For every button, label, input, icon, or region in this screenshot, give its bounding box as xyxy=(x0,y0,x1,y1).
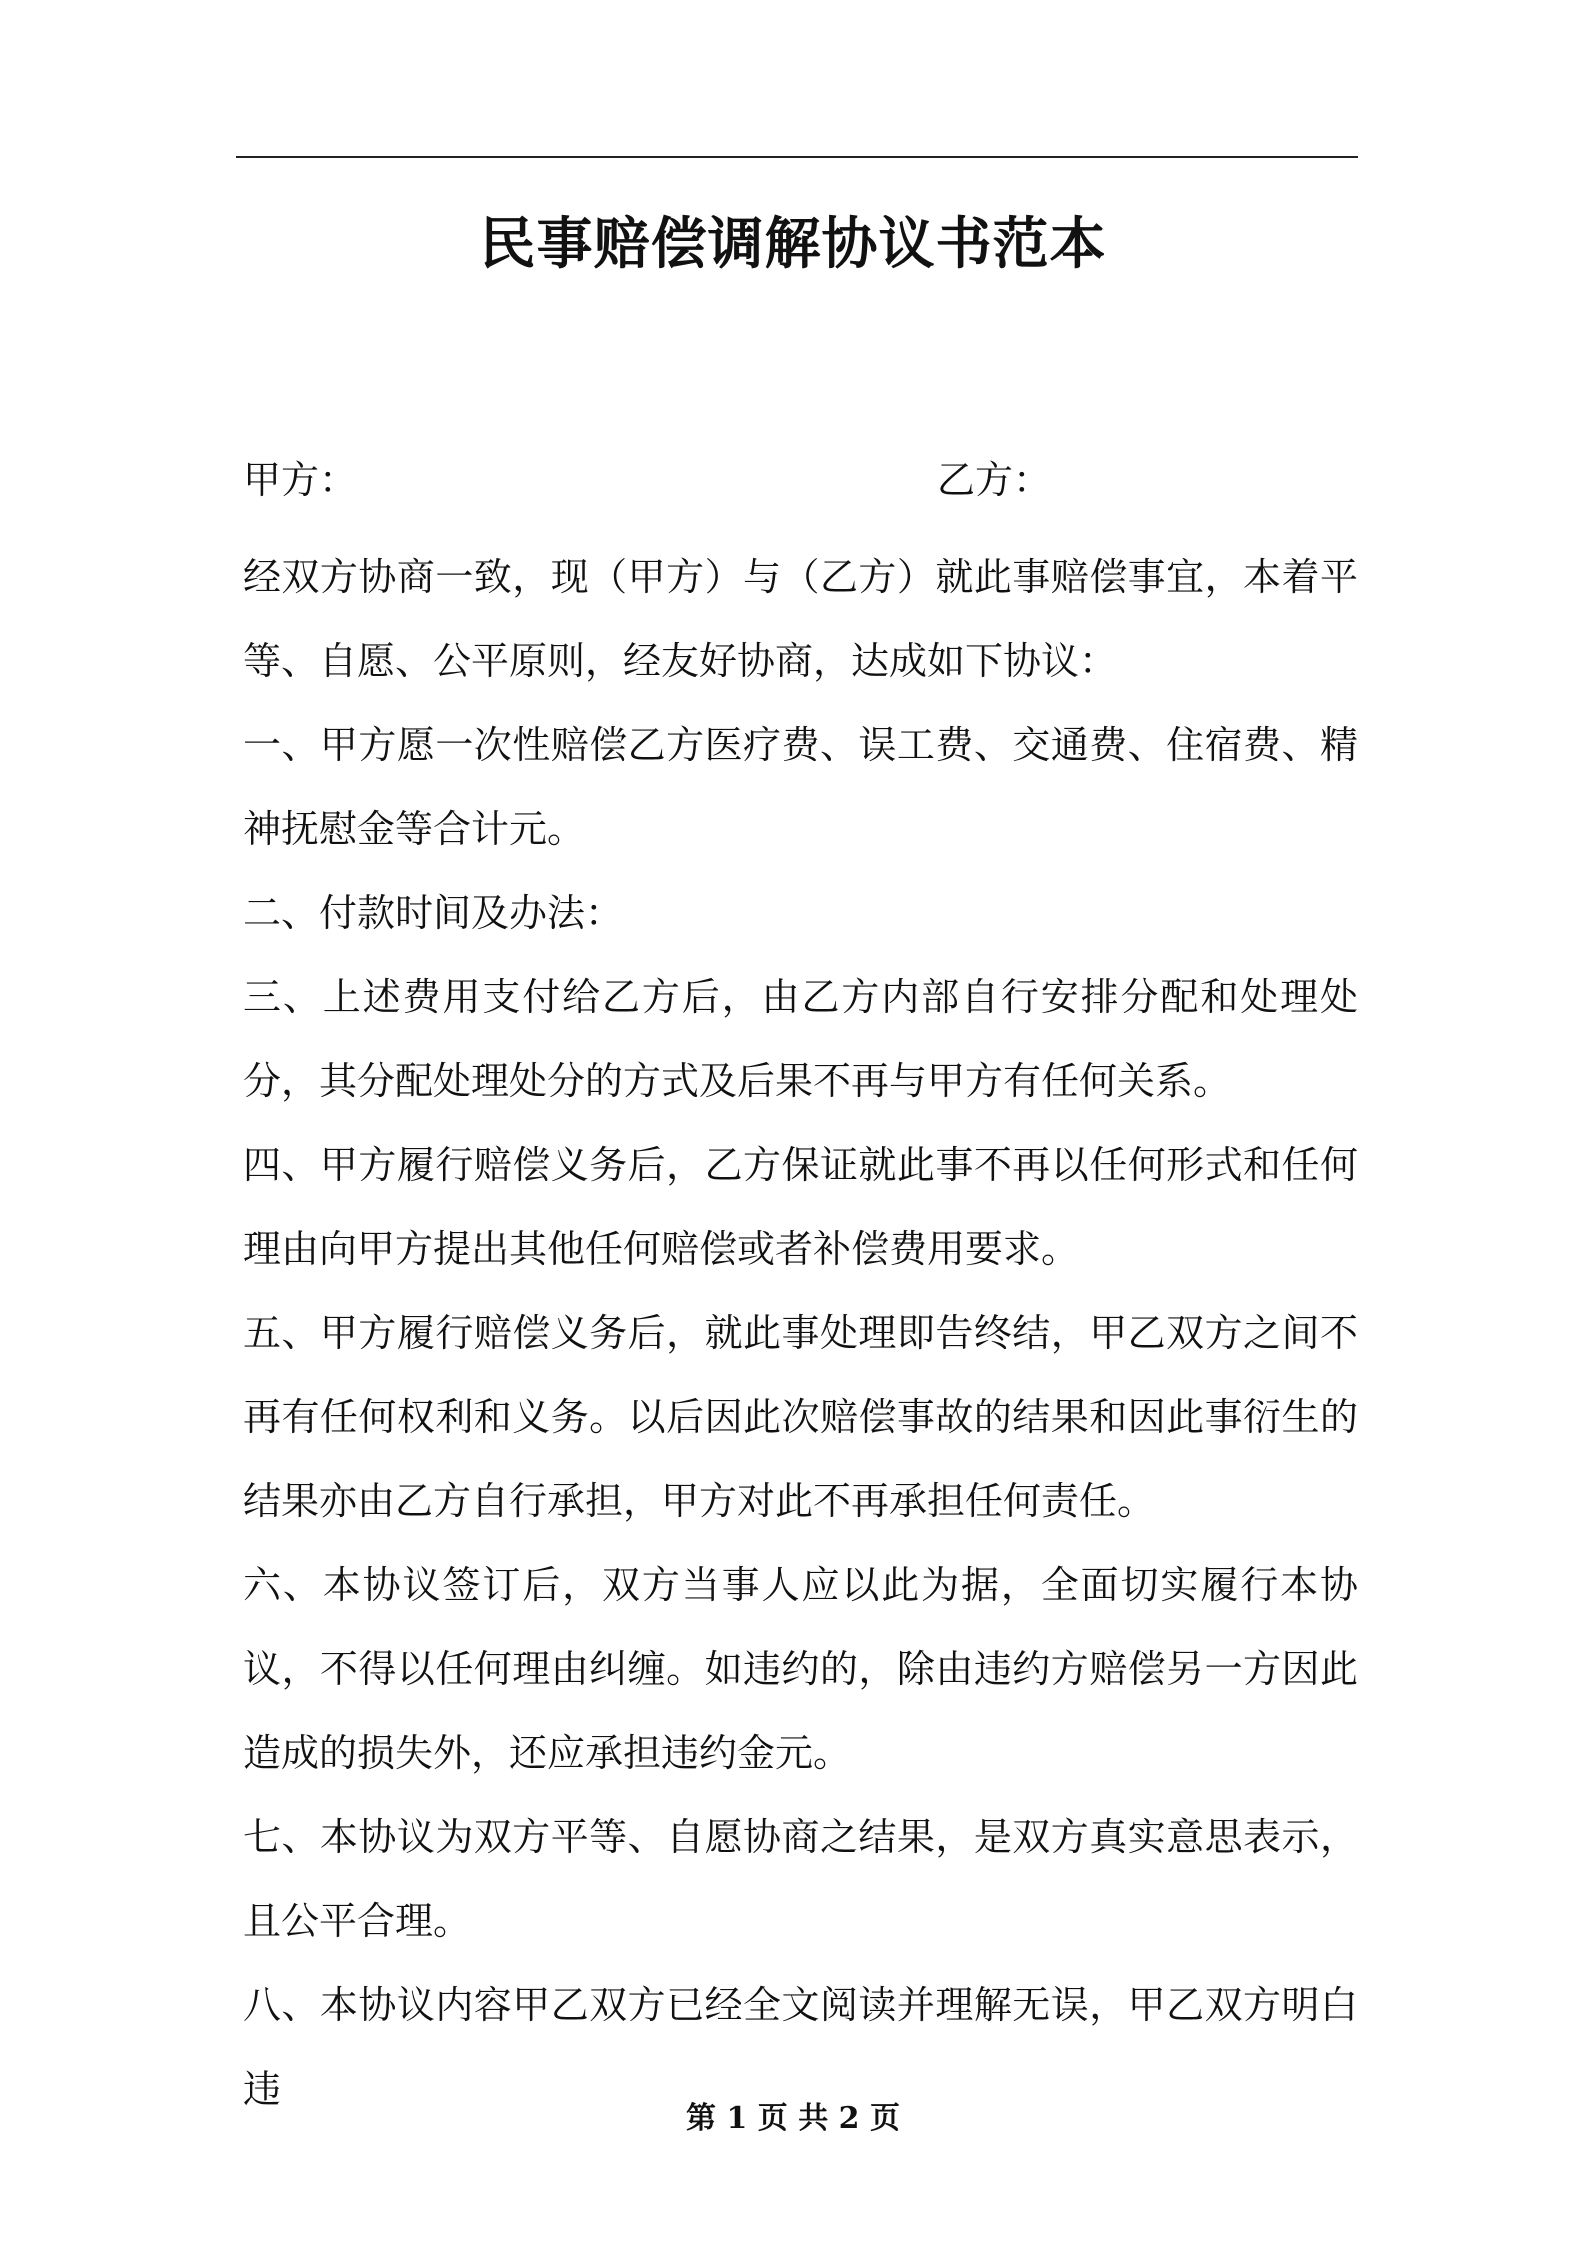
clause-7: 七、本协议为双方平等、自愿协商之结果，是双方真实意思表示，且公平合理。 xyxy=(243,1815,1358,1943)
page-indicator: 第 1 页 共 2 页 xyxy=(686,2101,900,2136)
party-b-label: 乙方： xyxy=(937,458,1052,502)
parties-row xyxy=(243,450,1363,510)
clause-5: 五、甲方履行赔偿义务后，就此事处理即告终结，甲乙双方之间不再有任何权利和义务。以后因此次赔偿事故的结果和因此事衍生的结果亦由乙方自行承担，甲方对此不再承担任何责任。 xyxy=(243,1311,1358,1523)
clause-3: 三、上述费用支付给乙方后，由乙方内部自行安排分配和处理处分，其分配处理处分的方式及后果不再与甲方有任何关系。 xyxy=(243,975,1358,1103)
header-rule xyxy=(236,156,1358,158)
document-body xyxy=(243,535,1358,2131)
document-title: 民事赔偿调解协议书范本 xyxy=(479,212,1107,277)
clause-1: 一、甲方愿一次性赔偿乙方医疗费、误工费、交通费、住宿费、精神抚慰金等合计元。 xyxy=(243,723,1358,851)
clause-4: 四、甲方履行赔偿义务后，乙方保证就此事不再以任何形式和任何理由向甲方提出其他任何赔偿或者补偿费用要求。 xyxy=(243,1143,1358,1271)
party-a-label: 甲方： xyxy=(243,458,358,502)
clause-2: 二、付款时间及办法： xyxy=(243,891,624,935)
clause-8: 八、本协议内容甲乙双方已经全文阅读并理解无误，甲乙双方明白违 xyxy=(243,1983,1358,2111)
paragraph-intro: 经双方协商一致，现（甲方）与（乙方）就此事赔偿事宜，本着平等、自愿、公平原则，经友好协商，达成如下协议： xyxy=(243,555,1358,683)
clause-6: 六、本协议签订后，双方当事人应以此为据，全面切实履行本协议，不得以任何理由纠缠。如违约的，除由违约方赔偿另一方因此造成的损失外，还应承担违约金元。 xyxy=(243,1563,1358,1775)
